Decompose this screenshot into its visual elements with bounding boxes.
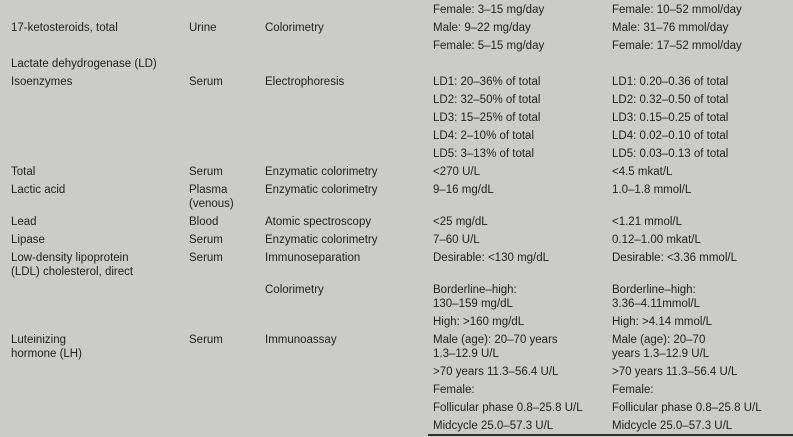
text-line: <270 U/L — [433, 166, 480, 178]
table-row — [11, 165, 793, 179]
cell-paragraph — [11, 75, 189, 89]
table-row — [11, 333, 793, 433]
text-line: Lipase — [11, 234, 45, 246]
text-line: 3.36–4.11mmol/L — [612, 298, 701, 310]
cell-paragraph — [612, 147, 793, 161]
text-line: 1.0–1.8 mmol/L — [612, 184, 692, 196]
cell-si — [612, 3, 793, 17]
cell-specimen — [189, 183, 265, 211]
text-line: Borderline–high: — [612, 284, 696, 296]
cell-paragraph — [189, 215, 265, 229]
cell-method — [265, 251, 433, 265]
text-line: Atomic spectroscopy — [265, 216, 372, 228]
text-line: (LDL) cholesterol, direct — [11, 266, 134, 278]
lab-reference-table — [11, 3, 793, 437]
text-line: 130–159 mg/dL — [433, 298, 513, 310]
text-line: LD5: 0.03–0.13 of total — [612, 148, 729, 160]
text-line: 7–60 U/L — [433, 234, 480, 246]
cell-si — [612, 165, 793, 179]
cell-paragraph — [189, 21, 265, 35]
cell-paragraph — [189, 165, 265, 179]
text-line: Desirable: <3.36 mmol/L — [612, 252, 737, 264]
cell-method — [265, 21, 433, 35]
cell-paragraph — [11, 233, 189, 247]
text-line: Immunoassay — [265, 334, 337, 346]
cell-specimen — [189, 333, 265, 347]
cell-paragraph — [433, 333, 612, 361]
text-line: Male (age): 20–70 — [612, 334, 706, 346]
cell-si — [612, 183, 793, 197]
cell-paragraph — [265, 215, 433, 229]
cell-paragraph — [433, 39, 612, 53]
text-line: Follicular phase 0.8–25.8 U/L — [433, 402, 583, 414]
cell-paragraph — [189, 233, 265, 247]
cell-paragraph — [612, 315, 793, 329]
table-row — [11, 21, 793, 53]
cell-method — [265, 183, 433, 197]
text-line: Colorimetry — [265, 22, 324, 34]
cell-paragraph — [265, 251, 433, 265]
text-line: LD2: 32–50% of total — [433, 94, 541, 106]
cell-paragraph — [612, 333, 793, 361]
cell-method — [265, 75, 433, 89]
cell-paragraph — [433, 365, 612, 379]
text-line: Female: — [612, 384, 654, 396]
text-line: LD1: 0.20–0.36 of total — [612, 76, 729, 88]
text-line: LD3: 0.15–0.25 of total — [612, 112, 729, 124]
cell-specimen — [189, 75, 265, 89]
cell-paragraph — [11, 183, 189, 197]
text-line: years 1.3–12.9 U/L — [612, 348, 710, 360]
cell-conventional — [433, 333, 612, 433]
text-line: Immunoseparation — [265, 252, 361, 264]
cell-test — [11, 215, 189, 229]
cell-si — [612, 75, 793, 161]
cell-test — [11, 233, 189, 247]
table-row — [11, 3, 793, 17]
text-line: 17-ketosteroids, total — [11, 22, 118, 34]
text-line: Urine — [189, 22, 217, 34]
text-line: Serum — [189, 252, 223, 264]
cell-si — [612, 233, 793, 247]
table-row — [11, 215, 793, 229]
text-line: Female: — [433, 384, 475, 396]
text-line: Luteinizing — [11, 334, 66, 346]
cell-si — [612, 215, 793, 229]
text-line: Midcycle 25.0–57.3 U/L — [612, 420, 733, 432]
cell-paragraph — [189, 333, 265, 347]
cell-paragraph — [265, 183, 433, 197]
cell-si — [612, 251, 793, 265]
text-line: (venous) — [189, 198, 234, 210]
text-line: >70 years 11.3–56.4 U/L — [433, 366, 559, 378]
text-line: Female: 5–15 mg/day — [433, 40, 545, 52]
cell-paragraph — [612, 365, 793, 379]
text-line: LD3: 15–25% of total — [433, 112, 541, 124]
cell-method — [265, 215, 433, 229]
text-line: Borderline–high: — [433, 284, 517, 296]
cell-conventional — [433, 215, 612, 229]
cell-paragraph — [612, 183, 793, 197]
text-line: LD5: 3–13% of total — [433, 148, 535, 160]
text-line: <1.21 mmol/L — [612, 216, 682, 228]
text-line: Female: 17–52 mmol/day — [612, 40, 742, 52]
text-line: Lead — [11, 216, 37, 228]
text-line: Serum — [189, 76, 223, 88]
cell-paragraph — [265, 233, 433, 247]
text-line: Midcycle 25.0–57.3 U/L — [433, 420, 554, 432]
text-line: Male: 9–22 mg/day — [433, 22, 531, 34]
text-line: Plasma — [189, 184, 228, 196]
cell-paragraph — [189, 251, 265, 265]
cell-conventional — [433, 251, 612, 265]
cell-paragraph — [433, 183, 612, 197]
table-row — [11, 251, 793, 279]
cell-conventional — [433, 283, 612, 311]
cell-paragraph — [612, 93, 793, 107]
text-line: High: >4.14 mmol/L — [612, 316, 713, 328]
table-row — [11, 315, 793, 329]
cell-paragraph — [433, 147, 612, 161]
cell-paragraph — [433, 233, 612, 247]
text-line: Female: 10–52 mmol/day — [612, 4, 742, 16]
table-row — [11, 75, 793, 161]
cell-paragraph — [612, 419, 793, 433]
cell-paragraph — [612, 111, 793, 125]
cell-test — [11, 165, 189, 179]
text-line: Serum — [189, 334, 223, 346]
cell-paragraph — [612, 3, 793, 17]
text-line: Lactic acid — [11, 184, 66, 196]
cell-paragraph — [612, 129, 793, 143]
text-line: Desirable: <130 mg/dL — [433, 252, 550, 264]
table-row — [11, 183, 793, 211]
cell-paragraph — [11, 333, 189, 361]
cell-paragraph — [11, 21, 189, 35]
cell-test — [11, 333, 189, 361]
table-bottom-border — [428, 434, 793, 436]
text-line: Male: 31–76 mmol/day — [612, 22, 729, 34]
text-line: Blood — [189, 216, 219, 228]
cell-conventional — [433, 3, 612, 17]
cell-test — [11, 183, 189, 197]
text-line: LD1: 20–36% of total — [433, 76, 541, 88]
text-line: Follicular phase 0.8–25.8 U/L — [612, 402, 762, 414]
cell-specimen — [189, 251, 265, 265]
cell-specimen — [189, 233, 265, 247]
cell-test — [11, 75, 189, 89]
cell-paragraph — [433, 129, 612, 143]
cell-si — [612, 315, 793, 329]
text-line: Enzymatic colorimetry — [265, 234, 378, 246]
cell-paragraph — [189, 183, 265, 211]
text-line: Serum — [189, 234, 223, 246]
cell-specimen — [189, 165, 265, 179]
text-line: Female: 3–15 mg/day — [433, 4, 545, 16]
cell-paragraph — [612, 283, 793, 311]
cell-paragraph — [433, 283, 612, 311]
text-line: Lactate dehydrogenase (LD) — [11, 58, 157, 70]
text-line: LD4: 2–10% of total — [433, 130, 535, 142]
cell-paragraph — [265, 75, 433, 89]
cell-paragraph — [11, 165, 189, 179]
cell-test — [11, 57, 189, 71]
cell-paragraph — [612, 39, 793, 53]
cell-paragraph — [265, 333, 433, 347]
cell-paragraph — [612, 401, 793, 415]
text-line: Male (age): 20–70 years — [433, 334, 558, 346]
table-row — [11, 283, 793, 311]
text-line: >70 years 11.3–56.4 U/L — [612, 366, 738, 378]
text-line: Electrophoresis — [265, 76, 345, 88]
text-line: 1.3–12.9 U/L — [433, 348, 499, 360]
cell-paragraph — [433, 215, 612, 229]
cell-paragraph — [433, 111, 612, 125]
cell-paragraph — [11, 57, 189, 71]
cell-paragraph — [612, 165, 793, 179]
cell-si — [612, 21, 793, 53]
text-line: Serum — [189, 166, 223, 178]
cell-paragraph — [433, 21, 612, 35]
cell-paragraph — [265, 21, 433, 35]
cell-paragraph — [433, 251, 612, 265]
cell-method — [265, 333, 433, 347]
text-line: LD4: 0.02–0.10 of total — [612, 130, 729, 142]
text-line: 0.12–1.00 mkat/L — [612, 234, 701, 246]
cell-paragraph — [11, 251, 189, 279]
cell-paragraph — [433, 165, 612, 179]
cell-specimen — [189, 21, 265, 35]
table-row — [11, 57, 793, 71]
cell-paragraph — [433, 93, 612, 107]
cell-method — [265, 233, 433, 247]
text-line: Total — [11, 166, 36, 178]
text-line: LD2: 0.32–0.50 of total — [612, 94, 729, 106]
text-line: <25 mg/dL — [433, 216, 488, 228]
text-line: hormone (LH) — [11, 348, 82, 360]
cell-paragraph — [433, 315, 612, 329]
cell-paragraph — [612, 215, 793, 229]
cell-paragraph — [433, 383, 612, 397]
cell-paragraph — [11, 215, 189, 229]
cell-si — [612, 283, 793, 311]
text-line: Isoenzymes — [11, 76, 73, 88]
cell-method — [265, 165, 433, 179]
text-line: <4.5 mkat/L — [612, 166, 673, 178]
cell-paragraph — [612, 21, 793, 35]
cell-conventional — [433, 233, 612, 247]
cell-conventional — [433, 165, 612, 179]
cell-paragraph — [433, 401, 612, 415]
text-line: Colorimetry — [265, 284, 324, 296]
cell-conventional — [433, 315, 612, 329]
text-line: 9–16 mg/dL — [433, 184, 494, 196]
cell-paragraph — [433, 75, 612, 89]
cell-test — [11, 21, 189, 35]
text-line: Low-density lipoprotein — [11, 252, 129, 264]
cell-paragraph — [433, 3, 612, 17]
cell-si — [612, 333, 793, 433]
cell-conventional — [433, 21, 612, 53]
cell-conventional — [433, 183, 612, 197]
text-line: Enzymatic colorimetry — [265, 184, 378, 196]
cell-paragraph — [612, 75, 793, 89]
table-row — [11, 233, 793, 247]
text-line: High: >160 mg/dL — [433, 316, 525, 328]
cell-paragraph — [612, 251, 793, 265]
text-line: Enzymatic colorimetry — [265, 166, 378, 178]
cell-paragraph — [433, 419, 612, 433]
cell-test — [11, 251, 189, 279]
cell-paragraph — [189, 75, 265, 89]
cell-paragraph — [612, 383, 793, 397]
cell-conventional — [433, 75, 612, 161]
cell-specimen — [189, 215, 265, 229]
cell-paragraph — [612, 233, 793, 247]
cell-paragraph — [265, 165, 433, 179]
cell-paragraph — [265, 283, 433, 297]
cell-method — [265, 283, 433, 297]
